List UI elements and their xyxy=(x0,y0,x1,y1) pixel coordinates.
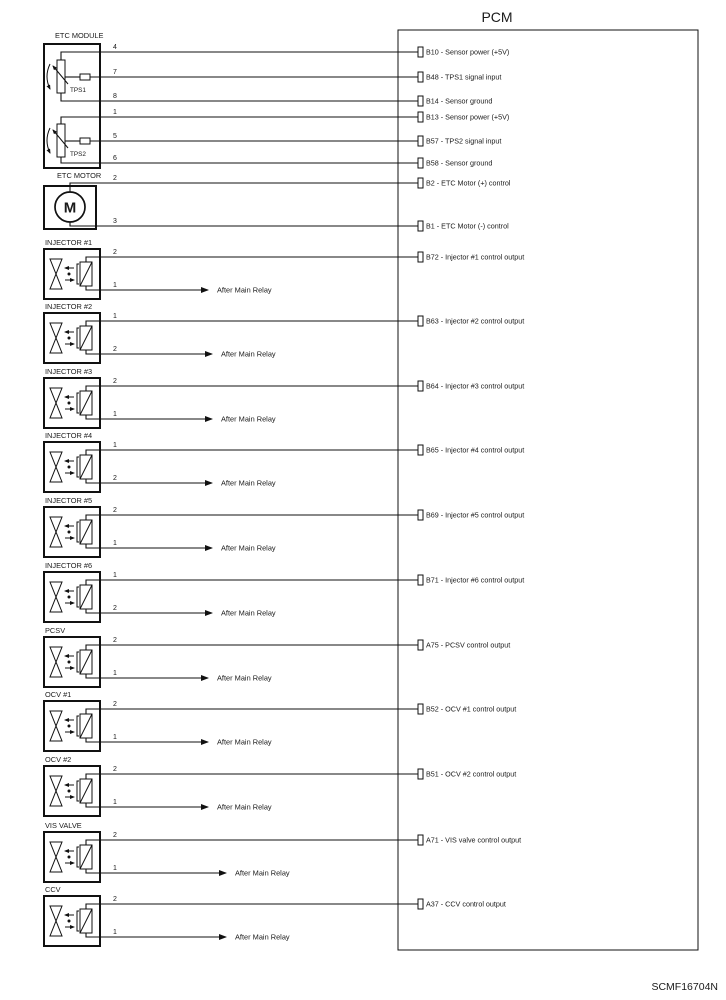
pcm-terminal-label: B14 - Sensor ground xyxy=(426,96,493,106)
pcm-terminal-label: B1 - ETC Motor (-) control xyxy=(426,221,509,231)
injector-4-label: INJECTOR #4 xyxy=(45,431,93,440)
vis-valve-label: VIS VALVE xyxy=(45,821,82,830)
tps2-label: TPS2 xyxy=(70,151,86,158)
after-main-relay-arrow xyxy=(86,544,212,548)
after-main-relay-arrow xyxy=(86,479,212,483)
pcm-connector-pin xyxy=(418,252,423,262)
pin-number: 2 xyxy=(113,896,117,903)
coil-bracket xyxy=(77,522,79,542)
valve-bowtie xyxy=(50,647,62,677)
solenoid-coil-icon xyxy=(77,585,92,609)
valve-bowtie xyxy=(50,259,62,289)
plunger-dot xyxy=(68,856,70,858)
pcm-connector-pin xyxy=(418,96,423,106)
pcm-connector-pin xyxy=(418,640,423,650)
pcm-module xyxy=(398,9,698,950)
wire-b51 xyxy=(86,774,418,779)
wire-a71 xyxy=(86,840,418,845)
pin-number: 5 xyxy=(113,133,117,140)
pin-number: 1 xyxy=(113,572,117,579)
coil-bracket xyxy=(77,781,79,801)
after-main-relay-label: After Main Relay xyxy=(221,543,276,553)
after-main-relay-label: After Main Relay xyxy=(221,414,276,424)
signal-resistor xyxy=(80,74,90,80)
after-main-relay-label: After Main Relay xyxy=(217,802,272,812)
injector-1-label: INJECTOR #1 xyxy=(45,238,93,247)
pin-number: 2 xyxy=(113,766,117,773)
solenoid-coil-icon xyxy=(77,455,92,479)
valve-bowtie xyxy=(50,388,62,418)
pcm-terminal-label: B58 - Sensor ground xyxy=(426,158,493,168)
after-main-relay-label: After Main Relay xyxy=(235,868,290,878)
rotation-arrow-icon xyxy=(47,64,50,89)
pcm-connector-pin xyxy=(418,316,423,326)
pin-number: 1 xyxy=(113,411,117,418)
pcm-connector-pin xyxy=(418,381,423,391)
coil-bracket xyxy=(77,911,79,931)
injector-2-label: INJECTOR #2 xyxy=(45,302,93,311)
pin-number: 1 xyxy=(113,670,117,677)
after-main-relay-arrow xyxy=(86,869,226,873)
motor-symbol: M xyxy=(63,199,77,217)
pcm-connector-pin xyxy=(418,158,423,168)
pcm-terminal-label: A71 - VIS valve control output xyxy=(426,835,522,845)
potentiometer-resistor xyxy=(57,124,65,157)
valve-bowtie xyxy=(50,711,62,741)
vis-valve xyxy=(44,821,521,882)
valve-bowtie xyxy=(50,517,62,547)
pin-number: 2 xyxy=(113,346,117,353)
valve-symbol-icon xyxy=(50,517,74,547)
etc-module-label: ETC MODULE xyxy=(55,31,104,40)
plunger-dot xyxy=(68,531,70,533)
pcm-terminal-label: A75 - PCSV control output xyxy=(426,640,511,650)
coil-bracket xyxy=(77,587,79,607)
wire-b2 xyxy=(70,183,418,192)
coil-bracket xyxy=(77,264,79,284)
after-main-relay-arrow xyxy=(86,738,208,742)
injector-6 xyxy=(44,561,524,622)
pin-number: 4 xyxy=(113,44,117,51)
injector-3 xyxy=(44,367,524,428)
plunger-dot xyxy=(68,466,70,468)
pcsv-label: PCSV xyxy=(45,626,66,635)
pcm-connector-pin xyxy=(418,704,423,714)
valve-symbol-icon xyxy=(50,259,74,289)
wire-a75 xyxy=(86,645,418,650)
pin-number: 2 xyxy=(113,249,117,256)
pcm-terminal-label: B48 - TPS1 signal input xyxy=(426,72,502,82)
wire-b72 xyxy=(86,257,418,262)
pcm-connector-pin xyxy=(418,899,423,909)
pcm-connector-pin xyxy=(418,178,423,188)
pcm-terminal-label: B57 - TPS2 signal input xyxy=(426,136,502,146)
valve-symbol-icon xyxy=(50,842,74,872)
valve-bowtie xyxy=(50,842,62,872)
tps2-sensor xyxy=(47,109,509,168)
plunger-dot xyxy=(68,402,70,404)
after-main-relay-arrow xyxy=(86,674,208,678)
pin-number: 2 xyxy=(113,475,117,482)
pin-number: 1 xyxy=(113,734,117,741)
injector-4 xyxy=(44,431,524,492)
pcm-title: PCM xyxy=(481,9,513,25)
pin-number: 2 xyxy=(113,637,117,644)
potentiometer-resistor xyxy=(57,60,65,93)
wire-b10 xyxy=(61,52,418,60)
solenoid-coil-icon xyxy=(77,262,92,286)
after-main-relay-label: After Main Relay xyxy=(235,932,290,942)
after-main-relay-arrow xyxy=(86,609,212,613)
after-main-relay-label: After Main Relay xyxy=(217,737,272,747)
coil-bracket xyxy=(77,716,79,736)
signal-resistor xyxy=(80,138,90,144)
rotation-arrow-icon xyxy=(47,128,50,153)
pcm-terminal-label: B2 - ETC Motor (+) control xyxy=(426,178,511,188)
pin-number: 7 xyxy=(113,69,117,76)
valve-symbol-icon xyxy=(50,582,74,612)
plunger-dot xyxy=(68,725,70,727)
valve-bowtie xyxy=(50,582,62,612)
valve-bowtie xyxy=(50,323,62,353)
pin-number: 8 xyxy=(113,93,117,100)
ocv-2-label: OCV #2 xyxy=(45,755,72,764)
coil-bracket xyxy=(77,393,79,413)
plunger-dot xyxy=(68,337,70,339)
pcm-connector-pin xyxy=(418,72,423,82)
pin-number: 3 xyxy=(113,218,117,225)
valve-symbol-icon xyxy=(50,711,74,741)
after-main-relay-arrow xyxy=(86,350,212,354)
pcm-terminal-label: B13 - Sensor power (+5V) xyxy=(426,112,510,122)
wire-b65 xyxy=(86,450,418,455)
pin-number: 1 xyxy=(113,313,117,320)
pin-number: 1 xyxy=(113,865,117,872)
pcm-connector-pin xyxy=(418,510,423,520)
ocv-1-label: OCV #1 xyxy=(45,690,72,699)
pin-number: 1 xyxy=(113,282,117,289)
pcm-terminal-label: A37 - CCV control output xyxy=(426,899,506,909)
injector-5 xyxy=(44,496,524,557)
solenoid-coil-icon xyxy=(77,391,92,415)
after-main-relay-label: After Main Relay xyxy=(221,478,276,488)
injector-2 xyxy=(44,302,524,363)
figure-code: SCMF16704N xyxy=(651,981,718,993)
pin-number: 2 xyxy=(113,507,117,514)
ocv-2 xyxy=(44,755,516,816)
solenoid-coil-icon xyxy=(77,714,92,738)
valve-symbol-icon xyxy=(50,647,74,677)
pin-number: 2 xyxy=(113,378,117,385)
ccv xyxy=(44,885,506,946)
pcm-connector-pin xyxy=(418,136,423,146)
solenoid-coil-icon xyxy=(77,520,92,544)
pcm-connector-pin xyxy=(418,47,423,57)
pcm-terminal-label: B52 - OCV #1 control output xyxy=(426,704,517,714)
pcm-outline xyxy=(398,30,698,950)
tps1-sensor xyxy=(47,44,509,106)
valve-symbol-icon xyxy=(50,452,74,482)
valve-bowtie xyxy=(50,776,62,806)
pcm-terminal-label: B64 - Injector #3 control output xyxy=(426,381,525,391)
ocv-1 xyxy=(44,690,516,751)
after-main-relay-arrow xyxy=(86,933,226,937)
injector-6-label: INJECTOR #6 xyxy=(45,561,93,570)
solenoid-coil-icon xyxy=(77,650,92,674)
pcm-connector-pin xyxy=(418,445,423,455)
etc-module xyxy=(44,31,511,231)
pcm-connector-pin xyxy=(418,835,423,845)
wire-b69 xyxy=(86,515,418,520)
solenoid-coil-icon xyxy=(77,779,92,803)
valve-bowtie xyxy=(50,452,62,482)
wire-b52 xyxy=(86,709,418,714)
coil-bracket xyxy=(77,328,79,348)
coil-bracket xyxy=(77,457,79,477)
after-main-relay-label: After Main Relay xyxy=(221,349,276,359)
after-main-relay-arrow xyxy=(86,286,208,290)
valve-symbol-icon xyxy=(50,388,74,418)
etc-motor-label: ETC MOTOR xyxy=(57,171,102,180)
pin-number: 1 xyxy=(113,929,117,936)
after-main-relay-label: After Main Relay xyxy=(217,285,272,295)
wire-b1 xyxy=(70,222,418,226)
pcm-terminal-label: B10 - Sensor power (+5V) xyxy=(426,47,510,57)
etc-module-housing xyxy=(44,44,100,168)
pcm-terminal-label: B51 - OCV #2 control output xyxy=(426,769,517,779)
pin-number: 1 xyxy=(113,540,117,547)
after-main-relay-label: After Main Relay xyxy=(217,673,272,683)
plunger-dot xyxy=(68,661,70,663)
injector-1 xyxy=(44,238,524,299)
pin-number: 1 xyxy=(113,442,117,449)
pin-number: 2 xyxy=(113,832,117,839)
pcsv xyxy=(44,626,510,687)
pcm-connector-pin xyxy=(418,221,423,231)
wire-b71 xyxy=(86,580,418,585)
pcm-terminal-label: B69 - Injector #5 control output xyxy=(426,510,525,520)
plunger-dot xyxy=(68,790,70,792)
pcm-connector-pin xyxy=(418,769,423,779)
pin-number: 1 xyxy=(113,109,117,116)
wire-b13 xyxy=(61,117,418,124)
pin-number: 2 xyxy=(113,701,117,708)
pin-number: 6 xyxy=(113,155,117,162)
pcm-connector-pin xyxy=(418,575,423,585)
wire-b64 xyxy=(86,386,418,391)
tps1-label: TPS1 xyxy=(70,87,86,94)
solenoid-coil-icon xyxy=(77,845,92,869)
ccv-label: CCV xyxy=(45,885,61,894)
valve-symbol-icon xyxy=(50,776,74,806)
pin-number: 2 xyxy=(113,175,117,182)
coil-bracket xyxy=(77,652,79,672)
pcm-connector-pin xyxy=(418,112,423,122)
pin-number: 2 xyxy=(113,605,117,612)
pin-number: 1 xyxy=(113,799,117,806)
solenoid-coil-icon xyxy=(77,326,92,350)
after-main-relay-arrow xyxy=(86,415,212,419)
pcm-terminal-label: B63 - Injector #2 control output xyxy=(426,316,525,326)
valve-symbol-icon xyxy=(50,323,74,353)
pcm-terminal-label: B65 - Injector #4 control output xyxy=(426,445,525,455)
solenoid-coil-icon xyxy=(77,909,92,933)
injector-3-label: INJECTOR #3 xyxy=(45,367,93,376)
plunger-dot xyxy=(68,920,70,922)
wire-b63 xyxy=(86,321,418,326)
plunger-dot xyxy=(68,596,70,598)
valve-bowtie xyxy=(50,906,62,936)
wire-a37 xyxy=(86,904,418,909)
coil-bracket xyxy=(77,847,79,867)
plunger-dot xyxy=(68,273,70,275)
after-main-relay-label: After Main Relay xyxy=(221,608,276,618)
valve-symbol-icon xyxy=(50,906,74,936)
pcm-terminal-label: B72 - Injector #1 control output xyxy=(426,252,525,262)
injector-5-label: INJECTOR #5 xyxy=(45,496,93,505)
after-main-relay-arrow xyxy=(86,803,208,807)
etc-motor xyxy=(44,171,511,231)
actuator-circuits xyxy=(44,238,524,946)
pcm-terminal-label: B71 - Injector #6 control output xyxy=(426,575,525,585)
